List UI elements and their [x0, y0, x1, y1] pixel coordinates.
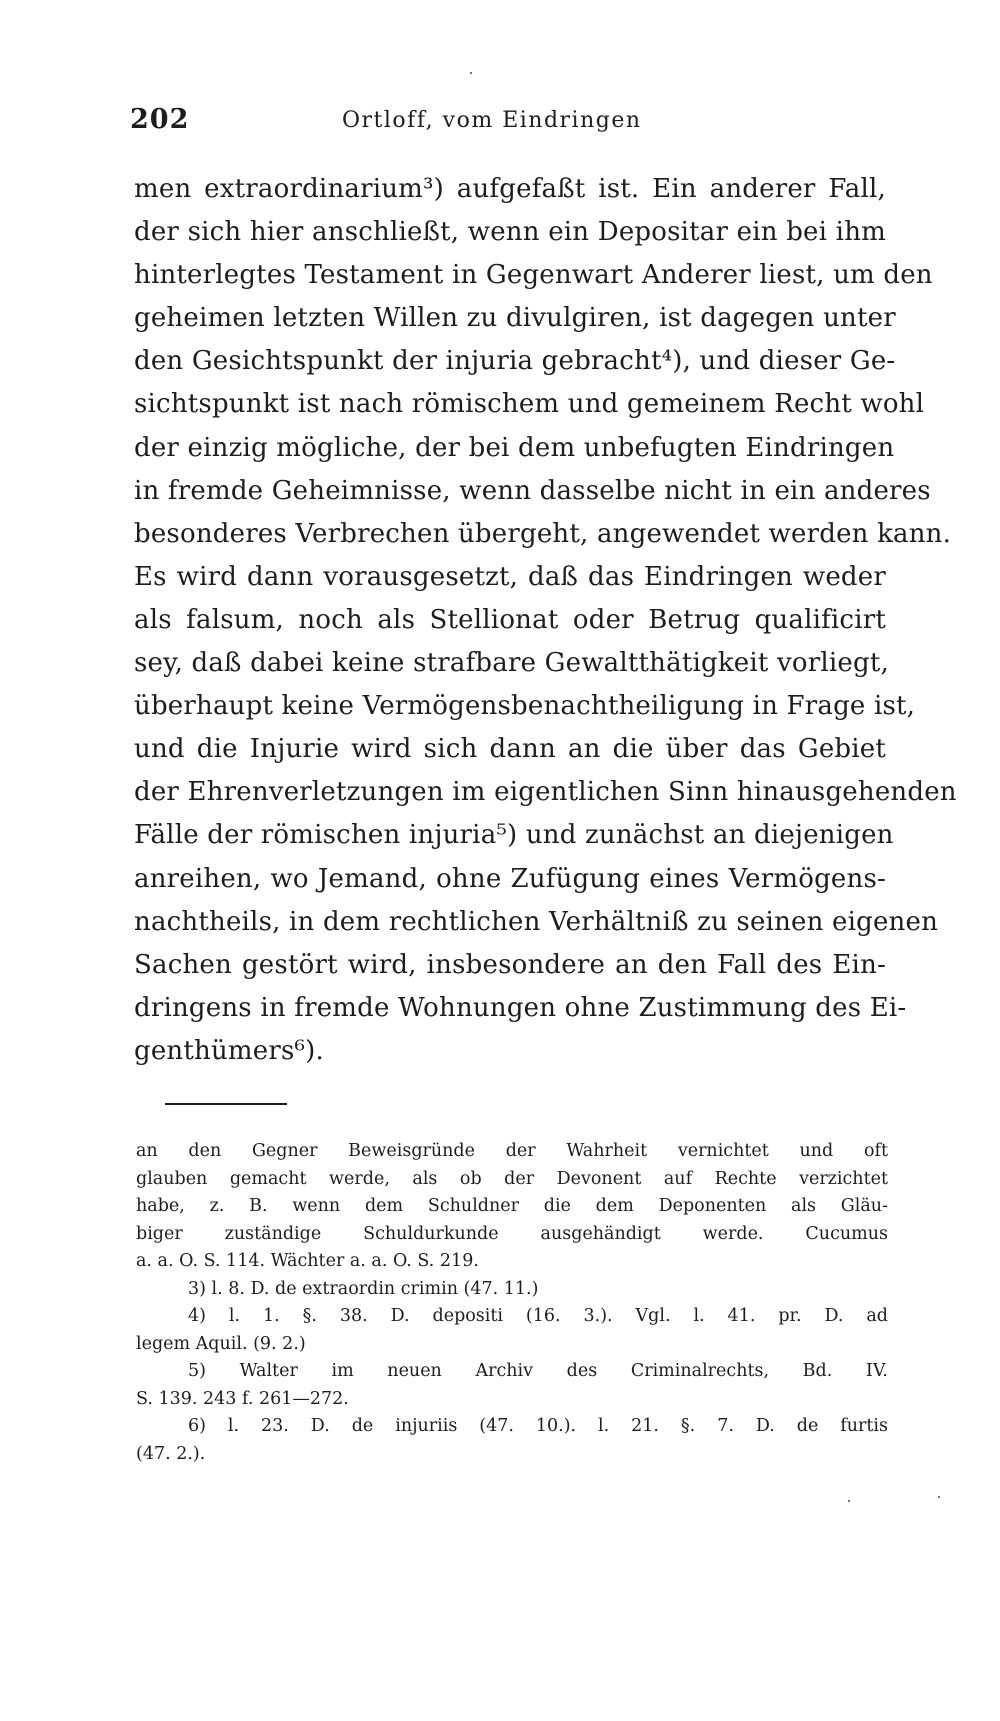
footnote-line: (47. 2.). — [136, 1443, 206, 1464]
footnote-line: habe, z. B. wenn dem Schuldner die dem Deponenten als Gläu- — [136, 1196, 888, 1216]
footnote-line: biger zuständige Schuldurkunde ausgehändigt werde. Cucumus — [136, 1223, 888, 1244]
text-line: dringens in fremde Wohnungen ohne Zustimmung des Ei- — [134, 992, 907, 1023]
paper-speck — [470, 72, 472, 74]
footnote-line: a. a. O. S. 114. Wächter a. a. O. S. 219. — [136, 1251, 479, 1271]
text-line: in fremde Geheimnisse, wenn dasselbe nicht in ein anderes — [134, 475, 931, 506]
running-head — [130, 104, 890, 144]
footnote-separator — [165, 1103, 287, 1105]
text-line: Es wird dann vorausgesetzt, daß das Eindringen weder — [134, 561, 886, 592]
footnote-line: legem Aquil. (9. 2.) — [136, 1333, 306, 1354]
footnote-5: 5) Walter im neuen Archiv des Criminalrechts, Bd. IV. — [188, 1361, 888, 1381]
text-line: und die Injurie wird sich dann an die über das Gebiet — [134, 734, 886, 765]
text-line: den Gesichtspunkt der injuria gebracht⁴), und dieser Ge- — [134, 346, 896, 377]
text-line: der sich hier anschließt, wenn ein Depositar ein bei ihm — [134, 217, 886, 248]
text-line: hinterlegtes Testament in Gegenwart Anderer liest, um den — [134, 260, 933, 291]
footnote-line: glauben gemacht werde, als ob der Devonent auf Rechte verzichtet — [136, 1168, 888, 1189]
footnote-3: 3) l. 8. D. de extraordin crimin (47. 11.) — [188, 1278, 539, 1299]
footnote-6: 6) l. 23. D. de injuriis (47. 10.). l. 21. §. 7. D. de furtis — [188, 1416, 888, 1436]
text-line: sey, daß dabei keine strafbare Gewaltthätigkeit vorliegt, — [134, 648, 889, 679]
footnote-4: 4) l. 1. §. 38. D. depositi (16. 3.). Vgl. l. 41. pr. D. ad — [188, 1306, 888, 1326]
text-line: men extraordinarium³) aufgefaßt ist. Ein anderer Fall, — [134, 174, 886, 204]
text-line: sichtspunkt ist nach römischem und gemeinem Recht wohl — [134, 389, 925, 420]
text-line: besonderes Verbrechen übergeht, angewendet werden kann. — [134, 518, 952, 549]
main-text — [134, 168, 957, 1073]
text-line: Fälle der römischen injuria⁵) und zunächst an diejenigen — [134, 820, 894, 851]
text-line: Sachen gestört wird, insbesondere an den Fall des Ein- — [134, 949, 886, 980]
text-line: der Ehrenverletzungen im eigentlichen Sinn hinausgehenden — [134, 777, 957, 808]
text-line: nachtheils, in dem rechtlichen Verhältniß zu seinen eigenen — [134, 906, 939, 937]
text-line: geheimen letzten Willen zu divulgiren, ist dagegen unter — [134, 303, 896, 334]
text-line: der einzig mögliche, der bei dem unbefugten Eindringen — [134, 432, 895, 463]
footnotes — [136, 1138, 888, 1468]
text-line: als falsum, noch als Stellionat oder Betrug qualificirt — [134, 604, 886, 635]
text-line: genthümers⁶). — [134, 1035, 324, 1066]
paper-speck — [938, 1496, 940, 1498]
footnote-line: S. 139. 243 f. 261—272. — [136, 1388, 349, 1409]
text-line: überhaupt keine Vermögensbenachtheiligung in Frage ist, — [134, 691, 916, 722]
text-line: anreihen, wo Jemand, ohne Zufügung eines Vermögens- — [134, 863, 886, 894]
paper-speck — [848, 1500, 850, 1502]
running-head-title: Ortloff, vom Eindringen — [342, 108, 642, 133]
page-number: 202 — [130, 104, 190, 135]
footnote-line: an den Gegner Beweisgründe der Wahrheit vernichtet und oft — [136, 1141, 888, 1161]
